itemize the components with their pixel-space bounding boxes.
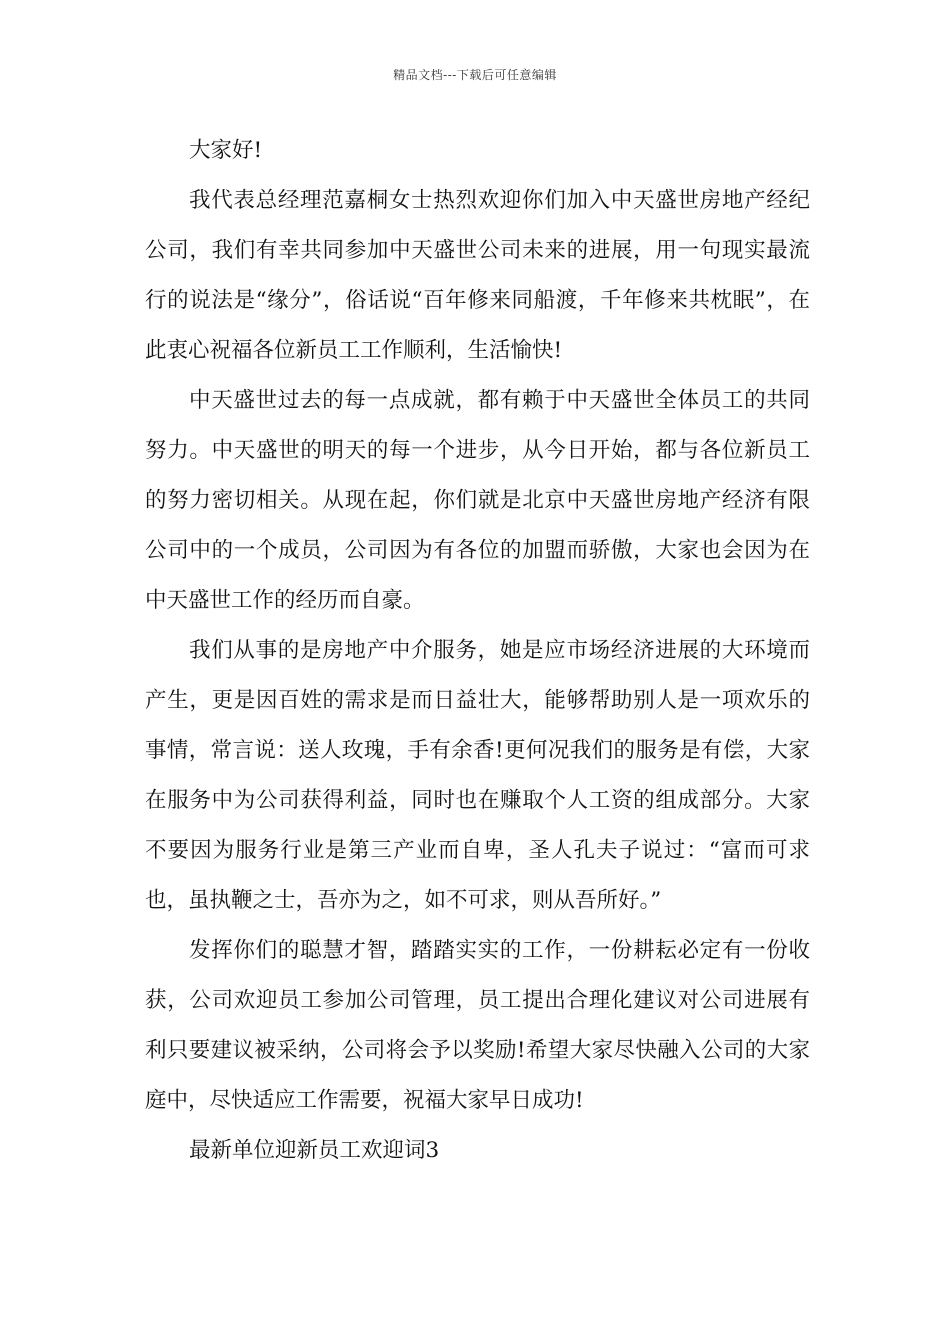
achievement-paragraph: 中天盛世过去的每一点成就，都有赖于中天盛世全体员工的共同努力。中天盛世的明天的每一个进步，从今日开始，都与各位新员工的努力密切相关。从现在起，你们就是北京中天盛世房地产经济有限公司中的一个成员，公司因为有各位的加盟而骄傲，大家也会因为在中天盛世工作的经历而自豪。	[145, 388, 810, 613]
encouragement-paragraph: 发挥你们的聪慧才智，踏踏实实的工作，一份耕耘必定有一份收获，公司欢迎员工参加公司管理，员工提出合理化建议对公司进展有利只要建议被采纳，公司将会予以奖励!希望大家尽快融入公司的大家庭中，尽快适应工作需要，祝福大家早日成功!	[145, 938, 810, 1113]
greeting-paragraph: 大家好!	[189, 138, 263, 163]
page-header: 精品文档---下载后可任意编辑	[393, 68, 557, 82]
document-body	[145, 126, 810, 1176]
welcome-paragraph: 我代表总经理范嘉桐女士热烈欢迎你们加入中天盛世房地产经纪公司，我们有幸共同参加中天盛世公司未来的进展，用一句现实最流行的说法是“缘分”，俗话说“百年修来同船渡，千年修来共枕眠”，在此衷心祝福各位新员工工作顺利，生活愉快!	[145, 188, 810, 363]
section-heading: 最新单位迎新员工欢迎词3	[189, 1138, 440, 1163]
service-paragraph: 我们从事的是房地产中介服务，她是应市场经济进展的大环境而产生，更是因百姓的需求是而日益壮大，能够帮助别人是一项欢乐的事情，常言说：送人玫瑰，手有余香!更何况我们的服务是有偿，大家在服务中为公司获得利益，同时也在赚取个人工资的组成部分。大家不要因为服务行业是第三产业而自卑，圣人孔夫子说过：“富而可求也，虽执鞭之士，吾亦为之，如不可求，则从吾所好。”	[145, 638, 810, 913]
